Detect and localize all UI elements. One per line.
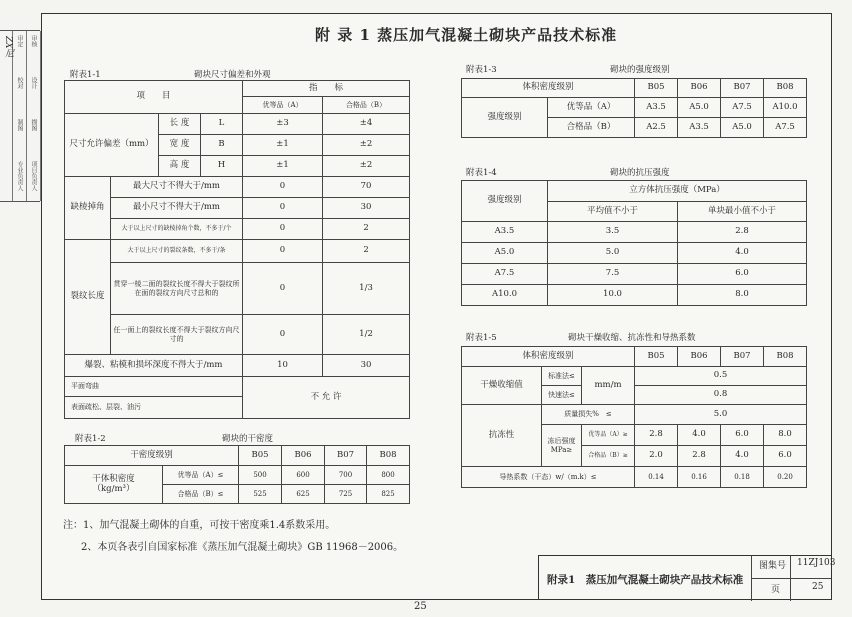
unit-cell: mm/m bbox=[582, 367, 635, 405]
table-caption: 附表1-1 bbox=[70, 70, 101, 80]
crack-row-2: 贯穿一棱二面的裂纹长度不得大于裂纹所在面的裂纹方向尺寸总和的 bbox=[111, 263, 243, 315]
cell: 6.0 bbox=[721, 425, 764, 446]
width-symbol: B bbox=[201, 135, 243, 156]
corner-label: 缺棱掉角 bbox=[65, 177, 111, 240]
col-head: B07 bbox=[721, 347, 764, 367]
cell: 0 bbox=[243, 198, 323, 219]
grade-b-label: 合格品（B） bbox=[548, 118, 635, 138]
density-label: 干体积密度 （kg/m³） bbox=[65, 466, 163, 504]
cell: ±2 bbox=[323, 156, 410, 177]
cell: 2.8 bbox=[635, 425, 678, 446]
notes bbox=[63, 515, 403, 559]
binding-cell: 校对 bbox=[16, 77, 23, 89]
cell: A2.5 bbox=[635, 118, 678, 138]
crack-label: 裂纹长度 bbox=[65, 240, 111, 355]
grade-b-label: 合格品（B）≤ bbox=[163, 485, 239, 504]
grade-cell: A10.0 bbox=[462, 285, 548, 306]
surface-row: 表面疏松、层裂、油污 bbox=[65, 397, 243, 419]
cell: 2.8 bbox=[678, 222, 807, 243]
col-head: B06 bbox=[678, 79, 721, 98]
cell: A10.0 bbox=[764, 98, 807, 118]
col-head: B07 bbox=[325, 446, 367, 466]
grade-a-label: 优等品（A）≤ bbox=[163, 466, 239, 485]
table-title: 砌块的强度级别 bbox=[610, 65, 670, 75]
corner-row-2: 最小尺寸不得大于/mm bbox=[111, 198, 243, 219]
crack-row-3: 任一面上的裂纹长度不得大于裂纹方向尺寸的 bbox=[111, 315, 243, 355]
cell: 8.0 bbox=[678, 285, 807, 306]
cell: 6.0 bbox=[764, 446, 807, 467]
cell: 2.8 bbox=[678, 446, 721, 467]
table-title: 砌块的干密度 bbox=[222, 434, 274, 444]
title-block bbox=[538, 555, 836, 600]
header-grade: 体积密度级别 bbox=[462, 347, 635, 367]
after-frost-label: 冻后强度 MPa≥ bbox=[542, 425, 582, 467]
table-caption: 附表1-4 bbox=[466, 168, 497, 178]
cell: ±2 bbox=[323, 135, 410, 156]
conductivity-label: 导热系数（干态）w/（m.k）≤ bbox=[462, 467, 635, 488]
binding-cell: 审核 bbox=[30, 35, 37, 47]
cell: 0.18 bbox=[721, 467, 764, 488]
compressive-strength-table bbox=[461, 180, 807, 306]
cell: 7.5 bbox=[548, 264, 678, 285]
table-caption: 附表1-3 bbox=[466, 65, 497, 75]
table-title: 砌块尺寸偏差和外观 bbox=[194, 70, 271, 80]
cell: 5.0 bbox=[548, 243, 678, 264]
cell: 6.0 bbox=[678, 264, 807, 285]
table-caption: 附表1-2 bbox=[75, 434, 106, 444]
atlas-number: 11ZJ103 bbox=[797, 558, 836, 568]
binding-cell: 描图 bbox=[30, 119, 37, 131]
header-min: 单块最小值不小于 bbox=[678, 202, 807, 222]
page-number: 25 bbox=[414, 601, 427, 612]
grade-a-label: 优等品（A） bbox=[548, 98, 635, 118]
grade-cell: A5.0 bbox=[462, 243, 548, 264]
cell: 0 bbox=[243, 315, 323, 355]
cell: 0 bbox=[243, 177, 323, 198]
cell: 725 bbox=[325, 485, 367, 504]
cell: 3.5 bbox=[548, 222, 678, 243]
cell: 8.0 bbox=[764, 425, 807, 446]
grade-b-label: 合格品（B）≥ bbox=[582, 446, 635, 467]
cell: A3.5 bbox=[635, 98, 678, 118]
cell: 1/3 bbox=[323, 263, 410, 315]
cell: A5.0 bbox=[678, 98, 721, 118]
fast-method: 快速法≤ bbox=[542, 386, 582, 405]
binding-cell: 项目负责人 bbox=[30, 161, 37, 191]
table-title: 砌块干燥收缩、抗冻性和导热系数 bbox=[568, 333, 696, 343]
title-block-title: 附录1 蒸压加气混凝土砌块产品技术标准 bbox=[547, 574, 744, 586]
binding-cell: 制图 bbox=[16, 119, 23, 131]
col-head: B08 bbox=[764, 79, 807, 98]
header-avg: 平均值不小于 bbox=[548, 202, 678, 222]
cell: 825 bbox=[367, 485, 410, 504]
not-allowed: 不 允 许 bbox=[243, 377, 410, 419]
header-grade: 强度级别 bbox=[462, 181, 548, 222]
cell: 30 bbox=[323, 198, 410, 219]
cell: 2 bbox=[323, 240, 410, 263]
cell: 700 bbox=[325, 466, 367, 485]
flat-bend-row: 平面弯曲 bbox=[65, 377, 243, 397]
corner-row-3: 大于以上尺寸的缺棱掉角个数，不多于/个 bbox=[111, 219, 243, 240]
grade-cell: A7.5 bbox=[462, 264, 548, 285]
cell: 0.8 bbox=[635, 386, 807, 405]
header-item: 项 目 bbox=[65, 81, 243, 114]
header-grade: 干密度级别 bbox=[65, 446, 239, 466]
cell: 0.14 bbox=[635, 467, 678, 488]
cell: A7.5 bbox=[764, 118, 807, 138]
cell: A7.5 bbox=[721, 98, 764, 118]
page-value: 25 bbox=[812, 582, 824, 592]
height-symbol: H bbox=[201, 156, 243, 177]
size-deviation-label: 尺寸允许偏差（mm） bbox=[65, 114, 159, 177]
table-title: 砌块的抗压强度 bbox=[610, 168, 670, 178]
length-label: 长 度 bbox=[159, 114, 201, 135]
header-grade-a: 优等品（A） bbox=[243, 97, 323, 114]
cell: 70 bbox=[323, 177, 410, 198]
cell: 10 bbox=[243, 355, 323, 377]
col-head: B07 bbox=[721, 79, 764, 98]
col-head: B08 bbox=[764, 347, 807, 367]
col-head: B06 bbox=[282, 446, 325, 466]
col-head: B05 bbox=[635, 347, 678, 367]
cell: 1/2 bbox=[323, 315, 410, 355]
header-index: 指 标 bbox=[243, 81, 410, 97]
cell: 2.0 bbox=[635, 446, 678, 467]
table-caption: 附表1-5 bbox=[466, 333, 497, 343]
dry-density-table bbox=[64, 445, 410, 504]
strength-label: 强度级别 bbox=[462, 98, 548, 138]
cell: ±1 bbox=[243, 135, 323, 156]
binding-cell: 专业负责人 bbox=[16, 161, 23, 191]
binding-cell: 设计 bbox=[30, 77, 37, 89]
cell: ±4 bbox=[323, 114, 410, 135]
cell: 0.5 bbox=[635, 367, 807, 386]
cell: ±3 bbox=[243, 114, 323, 135]
cell: 625 bbox=[282, 485, 325, 504]
atlas-label: 图集号 bbox=[759, 561, 787, 571]
height-label: 高 度 bbox=[159, 156, 201, 177]
col-head: B05 bbox=[239, 446, 282, 466]
shrinkage-frost-table bbox=[461, 346, 807, 488]
page-title: 附 录 1 蒸压加气混凝土砌块产品技术标准 bbox=[315, 26, 618, 44]
note-1: 注：1、加气混凝土砌体的自重，可按干密度乘1.4系数采用。 bbox=[63, 520, 336, 531]
cell: 600 bbox=[282, 466, 325, 485]
header-strength: 立方体抗压强度（MPa） bbox=[548, 181, 807, 202]
burst-row: 爆裂、粘模和损坏深度不得大于/mm bbox=[65, 355, 243, 377]
grade-cell: A3.5 bbox=[462, 222, 548, 243]
shrinkage-label: 干燥收缩值 bbox=[462, 367, 542, 405]
cell: 525 bbox=[239, 485, 282, 504]
cell: 30 bbox=[323, 355, 410, 377]
cell: 0 bbox=[243, 240, 323, 263]
size-appearance-table bbox=[64, 80, 410, 419]
col-head: B08 bbox=[367, 446, 410, 466]
binding-cell: 审定 bbox=[16, 35, 23, 47]
cell: 4.0 bbox=[721, 446, 764, 467]
cell: 0.20 bbox=[764, 467, 807, 488]
cell: 5.0 bbox=[635, 405, 807, 425]
cell: 4.0 bbox=[678, 425, 721, 446]
frost-label: 抗冻性 bbox=[462, 405, 542, 467]
cell: 4.0 bbox=[678, 243, 807, 264]
cell: 10.0 bbox=[548, 285, 678, 306]
width-label: 宽 度 bbox=[159, 135, 201, 156]
mass-loss-label: 质量损失% ≤ bbox=[542, 405, 635, 425]
page-label: 页 bbox=[771, 585, 781, 595]
cell: 0 bbox=[243, 219, 323, 240]
cell: A3.5 bbox=[678, 118, 721, 138]
cell: 0.16 bbox=[678, 467, 721, 488]
cell: 2 bbox=[323, 219, 410, 240]
cell: 0 bbox=[243, 263, 323, 315]
cell: A5.0 bbox=[721, 118, 764, 138]
cell: ±1 bbox=[243, 156, 323, 177]
note-2: 2、本页各表引自国家标准《蒸压加气混凝土砌块》GB 11968－2006。 bbox=[81, 542, 404, 553]
header-grade-b: 合格品（B） bbox=[323, 97, 410, 114]
cell: 500 bbox=[239, 466, 282, 485]
strength-grade-table bbox=[461, 78, 807, 138]
header-grade: 体积密度级别 bbox=[462, 79, 635, 98]
col-head: B05 bbox=[635, 79, 678, 98]
col-head: B06 bbox=[678, 347, 721, 367]
std-method: 标准法≤ bbox=[542, 367, 582, 386]
grade-a-label: 优等品（A）≥ bbox=[582, 425, 635, 446]
corner-row-1: 最大尺寸不得大于/mm bbox=[111, 177, 243, 198]
crack-row-1: 大于以上尺寸的裂纹条数，不多于/条 bbox=[111, 240, 243, 263]
cell: 800 bbox=[367, 466, 410, 485]
handwritten-mark: ZX尼 bbox=[3, 36, 13, 58]
length-symbol: L bbox=[201, 114, 243, 135]
